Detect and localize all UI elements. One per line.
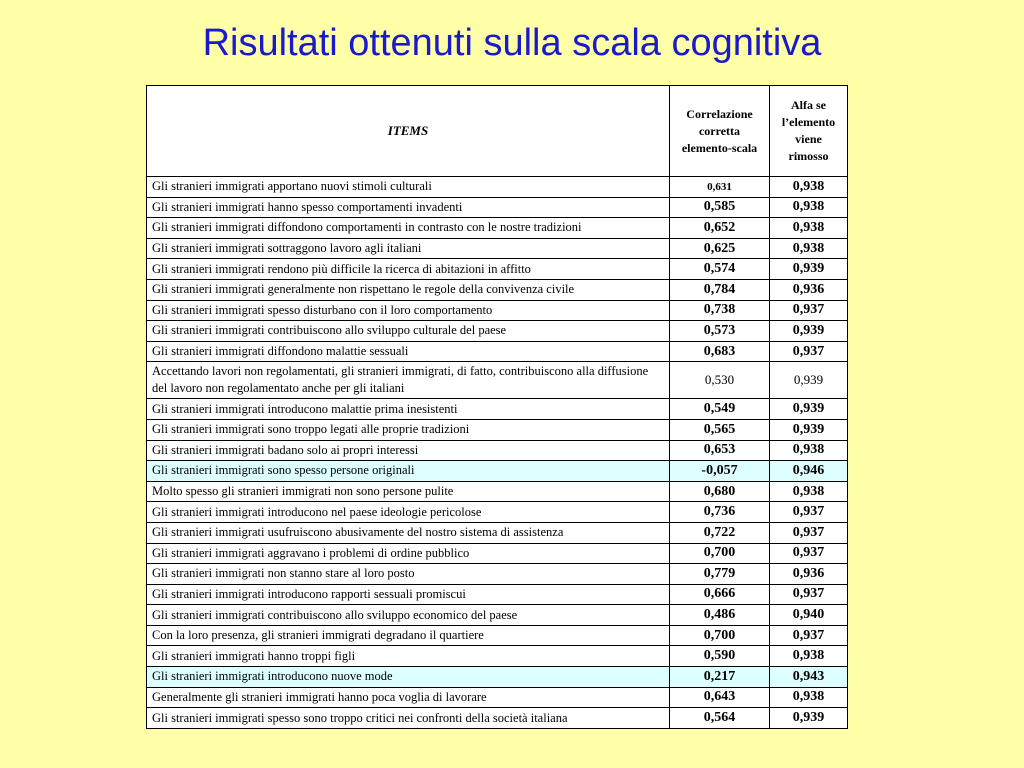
table-row bbox=[147, 218, 848, 239]
table-header-row bbox=[147, 86, 848, 177]
table-row bbox=[147, 362, 848, 399]
alfa-cell: 0,938 bbox=[770, 440, 848, 461]
table-row bbox=[147, 399, 848, 420]
correlazione-cell: 0,736 bbox=[670, 502, 770, 523]
correlazione-cell: 0,530 bbox=[670, 362, 770, 399]
table-row bbox=[147, 564, 848, 585]
table-row bbox=[147, 279, 848, 300]
item-cell: Gli stranieri immigrati diffondono comportamenti in contrasto con le nostre tradizioni bbox=[147, 218, 670, 239]
table-row bbox=[147, 238, 848, 259]
items-table bbox=[146, 85, 848, 729]
table-row bbox=[147, 646, 848, 667]
correlazione-cell: 0,549 bbox=[670, 399, 770, 420]
item-cell: Gli stranieri immigrati introducono rapporti sessuali promiscui bbox=[147, 584, 670, 605]
item-cell: Gli stranieri immigrati usufruiscono abusivamente del nostro sistema di assistenza bbox=[147, 522, 670, 543]
header-alfa: Alfa se l’elemento viene rimosso bbox=[770, 86, 848, 177]
alfa-cell: 0,939 bbox=[770, 321, 848, 342]
table-row bbox=[147, 300, 848, 321]
alfa-cell: 0,938 bbox=[770, 177, 848, 198]
alfa-cell: 0,937 bbox=[770, 625, 848, 646]
correlazione-cell: 0,700 bbox=[670, 625, 770, 646]
correlazione-cell: 0,565 bbox=[670, 419, 770, 440]
table-row bbox=[147, 197, 848, 218]
table-row bbox=[147, 687, 848, 708]
page-title: Risultati ottenuti sulla scala cognitiva bbox=[202, 22, 822, 64]
item-cell: Gli stranieri immigrati sottraggono lavoro agli italiani bbox=[147, 238, 670, 259]
table-row bbox=[147, 584, 848, 605]
alfa-cell: 0,939 bbox=[770, 399, 848, 420]
correlazione-cell: 0,722 bbox=[670, 522, 770, 543]
alfa-cell: 0,936 bbox=[770, 564, 848, 585]
table-row bbox=[147, 522, 848, 543]
table-row bbox=[147, 605, 848, 626]
correlazione-cell: 0,625 bbox=[670, 238, 770, 259]
correlazione-cell: 0,573 bbox=[670, 321, 770, 342]
item-cell: Generalmente gli stranieri immigrati hanno poca voglia di lavorare bbox=[147, 687, 670, 708]
alfa-cell: 0,938 bbox=[770, 238, 848, 259]
table-row bbox=[147, 419, 848, 440]
correlazione-cell: 0,486 bbox=[670, 605, 770, 626]
alfa-cell: 0,937 bbox=[770, 300, 848, 321]
correlazione-cell: -0,057 bbox=[670, 461, 770, 482]
table-row bbox=[147, 341, 848, 362]
item-cell: Gli stranieri immigrati contribuiscono allo sviluppo economico del paese bbox=[147, 605, 670, 626]
alfa-cell: 0,936 bbox=[770, 279, 848, 300]
alfa-cell: 0,937 bbox=[770, 584, 848, 605]
alfa-cell: 0,938 bbox=[770, 218, 848, 239]
item-cell: Gli stranieri immigrati sono troppo legati alle proprie tradizioni bbox=[147, 419, 670, 440]
correlazione-cell: 0,574 bbox=[670, 259, 770, 280]
alfa-cell: 0,938 bbox=[770, 687, 848, 708]
correlazione-cell: 0,217 bbox=[670, 667, 770, 688]
item-cell: Gli stranieri immigrati introducono nuove mode bbox=[147, 667, 670, 688]
item-cell: Gli stranieri immigrati non stanno stare al loro posto bbox=[147, 564, 670, 585]
table-row-highlighted bbox=[147, 461, 848, 482]
correlazione-cell: 0,631 bbox=[670, 177, 770, 198]
correlazione-cell: 0,784 bbox=[670, 279, 770, 300]
table-row-highlighted bbox=[147, 667, 848, 688]
correlazione-cell: 0,700 bbox=[670, 543, 770, 564]
item-cell: Molto spesso gli stranieri immigrati non sono persone pulite bbox=[147, 481, 670, 502]
alfa-cell: 0,940 bbox=[770, 605, 848, 626]
alfa-cell: 0,938 bbox=[770, 481, 848, 502]
correlazione-cell: 0,585 bbox=[670, 197, 770, 218]
item-cell: Gli stranieri immigrati badano solo ai propri interessi bbox=[147, 440, 670, 461]
correlazione-cell: 0,779 bbox=[670, 564, 770, 585]
table-row bbox=[147, 543, 848, 564]
table-row bbox=[147, 481, 848, 502]
header-correlazione: Correlazione corretta elemento-scala bbox=[670, 86, 770, 177]
item-cell: Gli stranieri immigrati sono spesso persone originali bbox=[147, 461, 670, 482]
table-row bbox=[147, 625, 848, 646]
table-row bbox=[147, 440, 848, 461]
item-cell: Gli stranieri immigrati spesso disturbano con il loro comportamento bbox=[147, 300, 670, 321]
item-cell: Gli stranieri immigrati generalmente non rispettano le regole della convivenza civile bbox=[147, 279, 670, 300]
item-cell: Gli stranieri immigrati contribuiscono allo sviluppo culturale del paese bbox=[147, 321, 670, 342]
table-row bbox=[147, 708, 848, 729]
correlazione-cell: 0,653 bbox=[670, 440, 770, 461]
correlazione-cell: 0,738 bbox=[670, 300, 770, 321]
table-row bbox=[147, 321, 848, 342]
item-cell: Con la loro presenza, gli stranieri immigrati degradano il quartiere bbox=[147, 625, 670, 646]
alfa-cell: 0,938 bbox=[770, 197, 848, 218]
alfa-cell: 0,946 bbox=[770, 461, 848, 482]
alfa-cell: 0,939 bbox=[770, 419, 848, 440]
table-row bbox=[147, 177, 848, 198]
correlazione-cell: 0,683 bbox=[670, 341, 770, 362]
item-cell: Gli stranieri immigrati diffondono malattie sessuali bbox=[147, 341, 670, 362]
correlazione-cell: 0,590 bbox=[670, 646, 770, 667]
alfa-cell: 0,938 bbox=[770, 646, 848, 667]
alfa-cell: 0,943 bbox=[770, 667, 848, 688]
alfa-cell: 0,939 bbox=[770, 362, 848, 399]
item-cell: Gli stranieri immigrati introducono nel paese ideologie pericolose bbox=[147, 502, 670, 523]
item-cell: Accettando lavori non regolamentati, gli stranieri immigrati, di fatto, contribuiscono alla diffusione del lavoro non regolamentato anche per gli italiani bbox=[147, 362, 670, 399]
item-cell: Gli stranieri immigrati hanno spesso comportamenti invadenti bbox=[147, 197, 670, 218]
item-cell: Gli stranieri immigrati introducono malattie prima inesistenti bbox=[147, 399, 670, 420]
correlazione-cell: 0,680 bbox=[670, 481, 770, 502]
alfa-cell: 0,937 bbox=[770, 522, 848, 543]
alfa-cell: 0,939 bbox=[770, 708, 848, 729]
item-cell: Gli stranieri immigrati rendono più difficile la ricerca di abitazioni in affitto bbox=[147, 259, 670, 280]
item-cell: Gli stranieri immigrati aggravano i problemi di ordine pubblico bbox=[147, 543, 670, 564]
alfa-cell: 0,937 bbox=[770, 543, 848, 564]
item-cell: Gli stranieri immigrati spesso sono troppo critici nei confronti della società italiana bbox=[147, 708, 670, 729]
correlazione-cell: 0,643 bbox=[670, 687, 770, 708]
correlazione-cell: 0,652 bbox=[670, 218, 770, 239]
table-row bbox=[147, 502, 848, 523]
correlazione-cell: 0,666 bbox=[670, 584, 770, 605]
item-cell: Gli stranieri immigrati apportano nuovi stimoli culturali bbox=[147, 177, 670, 198]
alfa-cell: 0,939 bbox=[770, 259, 848, 280]
header-items: ITEMS bbox=[147, 86, 670, 177]
alfa-cell: 0,937 bbox=[770, 502, 848, 523]
item-cell: Gli stranieri immigrati hanno troppi figli bbox=[147, 646, 670, 667]
table-row bbox=[147, 259, 848, 280]
correlazione-cell: 0,564 bbox=[670, 708, 770, 729]
alfa-cell: 0,937 bbox=[770, 341, 848, 362]
